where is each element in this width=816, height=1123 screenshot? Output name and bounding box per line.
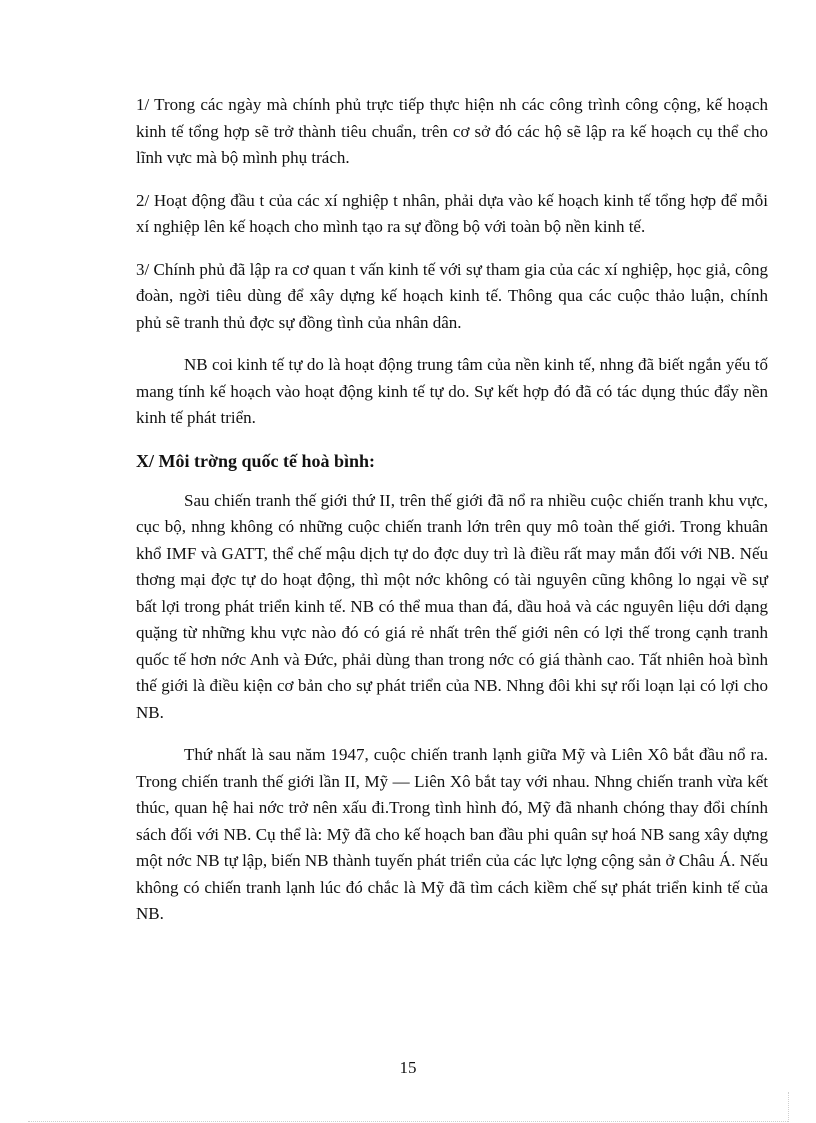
paragraph-nb-economy: NB coi kinh tế tự do là hoạt động trung tâm của nền kinh tế, nhng đã biết ngắn yếu tố mang tính kế hoạch vào hoạt động kinh tế tự do. Sự kết hợp đó đã có tác dụng thúc đẩy nền kinh tế phát triển. <box>136 355 768 427</box>
paragraph-item-1: 1/ Trong các ngày mà chính phủ trực tiếp thực hiện nh các công trình công cộng, kế hoạch kinh tế tổng hợp sẽ trở thành tiêu chuẩn, trên cơ sở đó các hộ sẽ lập ra kế hoạch cụ thể cho lĩnh vực mà bộ mình phụ trách. <box>136 95 768 167</box>
page-content <box>136 92 768 944</box>
section-heading: X/ Môi trờng quốc tế hoà bình: <box>136 450 375 471</box>
page-number: 15 <box>399 1058 417 1077</box>
corner-divider <box>788 1092 789 1122</box>
paragraph-postwar: Sau chiến tranh thế giới thứ II, trên thế giới đã nổ ra nhiều cuộc chiến tranh khu vực, cục bộ, nhng không có những cuộc chiến tranh lớn trên quy mô toàn thế giới. Trong khuân khổ IMF và GATT, thể chế mậu dịch tự do đợc duy trì là điều rất may mắn đối với NB. Nếu thơng mại đợc tự do hoạt động, thì một nớc không có tài nguyên cũng không lo ngại về sự bất lợi trong phát triển kinh tế. NB có thể mua than đá, dầu hoả và các nguyên liệu dới dạng quặng từ những khu vực nào đó có giá rẻ nhất trên thế giới nên có lợi thế trong cạnh tranh quốc tế hơn nớc Anh và Đức, phải dùng than trong nớc có giá thành cao. Tất nhiên hoà bình thế giới là điều kiện cơ bản cho sự phát triển của NB. Nhng đôi khi sự rối loạn lại có lợi cho NB. <box>136 490 768 722</box>
paragraph-cold-war: Thứ nhất là sau năm 1947, cuộc chiến tranh lạnh giữa Mỹ và Liên Xô bắt đầu nổ ra. Trong chiến tranh thế giới lần II, Mỹ — Liên Xô bắt tay với nhau. Nhng chiến tranh vừa kết thúc, quan hệ hai nớc trở nên xấu đi.Trong tình hình đó, Mỹ đã nhanh chóng thay đổi chính sách đối với NB. Cụ thể là: Mỹ đã cho kế hoạch ban đầu phi quân sự hoá NB sang xây dựng một nớc NB tự lập, biến NB thành tuyến phát triển của các lực lợng cộng sản ở Châu Á. Nếu không có chiến tranh lạnh lúc đó chắc là Mỹ đã tìm cách kiềm chế sự phát triển kinh tế của NB. <box>136 745 768 923</box>
paragraph-item-3: 3/ Chính phủ đã lập ra cơ quan t vấn kinh tế với sự tham gia của các xí nghiệp, học giả, công đoàn, ngời tiêu dùng để xây dựng kế hoạch kinh tế. Thông qua các cuộc thảo luận, chính phủ sẽ tranh thủ đợc sự đồng tình của nhân dân. <box>136 259 768 332</box>
footer-divider <box>28 1121 788 1122</box>
paragraph-item-2: 2/ Hoạt động đầu t của các xí nghiệp t nhân, phải dựa vào kế hoạch kinh tế tổng hợp để mỗi xí nghiệp lên kế hoạch cho mình tạo ra sự đồng bộ với toàn bộ nền kinh tế. <box>136 190 768 236</box>
